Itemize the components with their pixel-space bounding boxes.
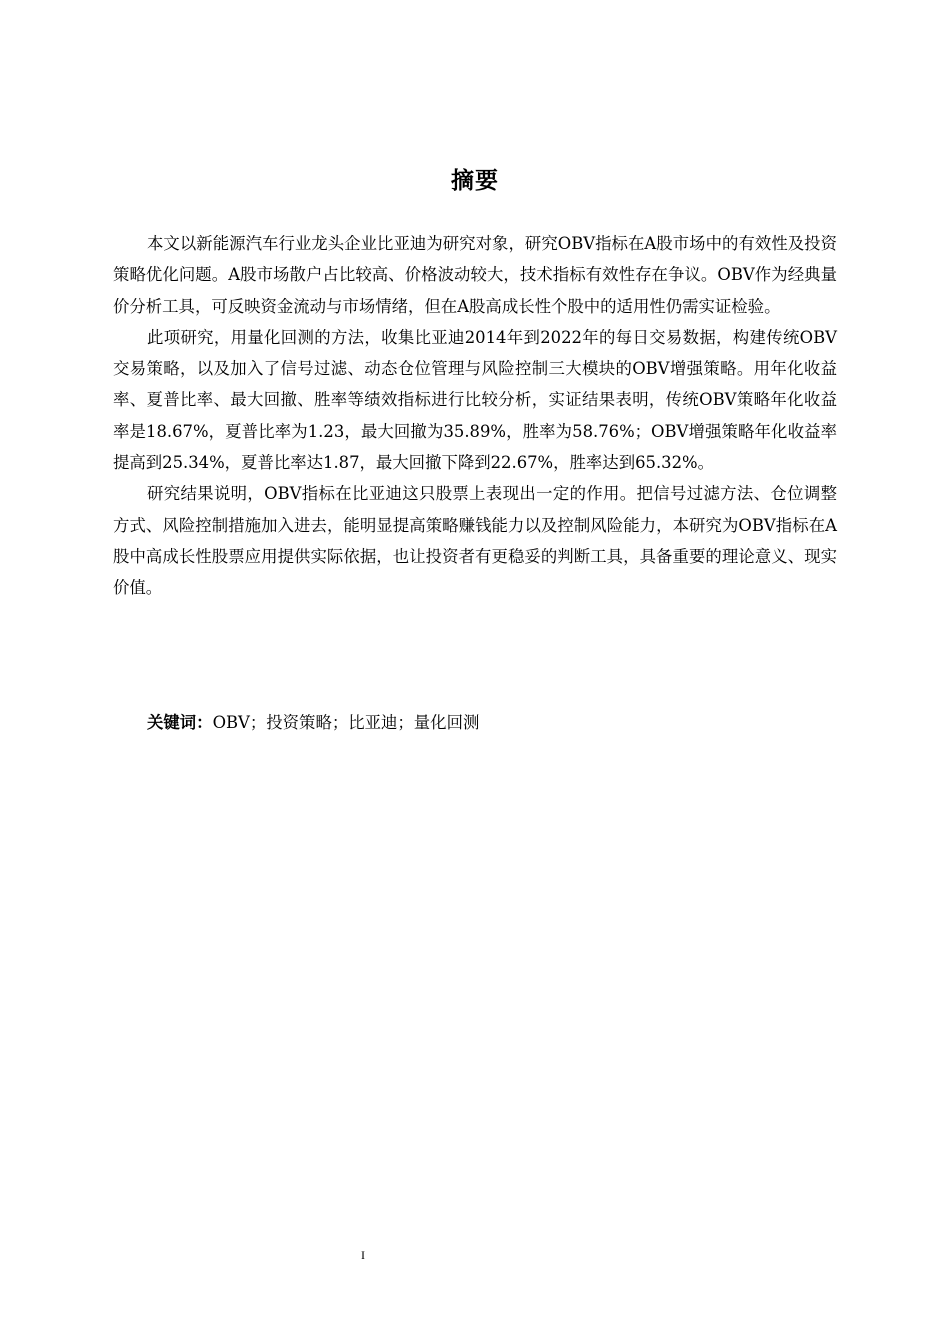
page-number: I — [361, 1248, 365, 1262]
abstract-body — [113, 228, 837, 604]
abstract-paragraph-3: 研究结果说明，OBV指标在比亚迪这只股票上表现出一定的作用。把信号过滤方法、仓位调整方式、风险控制措施加入进去，能明显提高策略赚钱能力以及控制风险能力，本研究为OBV指标在A股中高成长性股票应用提供实际依据，也让投资者有更稳妥的判断工具，具备重要的理论意义、现实价值。 — [113, 484, 837, 598]
abstract-title: 摘要 — [451, 168, 499, 194]
keywords-label: 关键词： — [147, 713, 213, 732]
abstract-paragraph-1: 本文以新能源汽车行业龙头企业比亚迪为研究对象，研究OBV指标在A股市场中的有效性及投资策略优化问题。A股市场散户占比较高、价格波动较大，技术指标有效性存在争议。OBV作为经典量价分析工具，可反映资金流动与市场情绪，但在A股高成长性个股中的适用性仍需实证检验。 — [113, 234, 837, 316]
keywords-text: OBV；投资策略；比亚迪；量化回测 — [212, 713, 480, 732]
keywords-line — [147, 707, 479, 738]
abstract-paragraph-2: 此项研究，用量化回测的方法，收集比亚迪2014年到2022年的每日交易数据，构建传统OBV交易策略，以及加入了信号过滤、动态仓位管理与风险控制三大模块的OBV增强策略。用年化收益率、夏普比率、最大回撤、胜率等绩效指标进行比较分析，实证结果表明，传统OBV策略年化收益率是18.67%，夏普比率为1.23，最大回撤为35.89%，胜率为58.76%；OBV增强策略年化收益率提高到25.34%，夏普比率达1.87，最大回撤下降到22.67%，胜率达到65.32%。 — [113, 327, 837, 473]
